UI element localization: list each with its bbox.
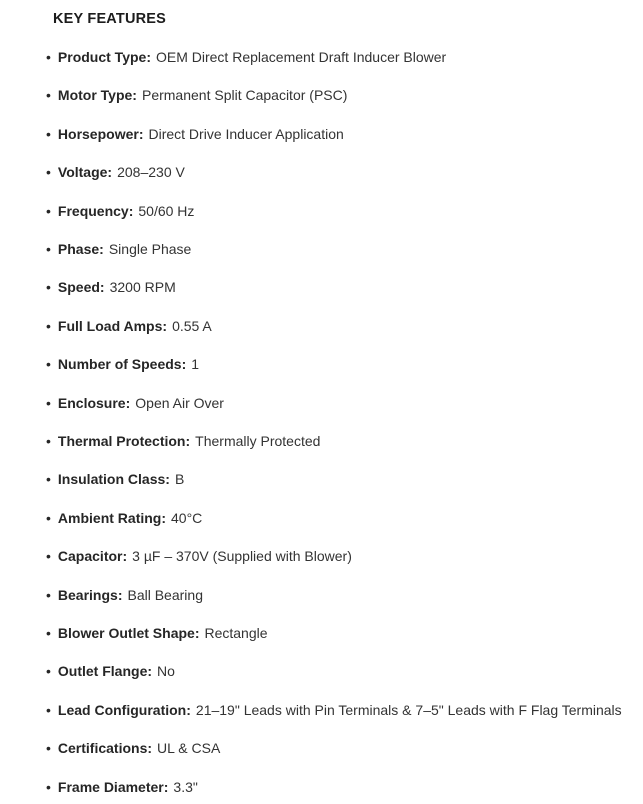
feature-item	[46, 614, 643, 652]
feature-value: Single Phase	[108, 241, 192, 258]
feature-label: Bearings:	[57, 586, 123, 603]
feature-label: Capacitor:	[57, 548, 128, 565]
feature-item	[46, 384, 643, 422]
feature-item	[46, 307, 643, 345]
bullet-icon: •	[46, 778, 51, 795]
feature-label: Frequency:	[57, 202, 134, 219]
bullet-icon: •	[46, 701, 51, 718]
section-heading-row	[46, 0, 643, 38]
feature-label: Product Type:	[57, 49, 151, 66]
bullet-icon: •	[46, 356, 51, 373]
feature-label: Motor Type:	[57, 87, 137, 104]
feature-label: Blower Outlet Shape:	[57, 624, 200, 641]
feature-item	[46, 537, 643, 575]
feature-item	[46, 768, 643, 804]
feature-label: Full Load Amps:	[57, 317, 168, 334]
feature-value: OEM Direct Replacement Draft Inducer Blower	[155, 49, 447, 66]
bullet-icon: •	[46, 509, 51, 526]
feature-item	[46, 691, 643, 729]
feature-label: Outlet Flange:	[57, 663, 153, 680]
feature-label: Certifications:	[57, 740, 153, 757]
bullet-icon: •	[46, 202, 51, 219]
feature-item	[46, 653, 643, 691]
feature-item	[46, 576, 643, 614]
feature-item	[46, 346, 643, 384]
feature-value: B	[174, 471, 185, 488]
feature-label: Lead Configuration:	[57, 701, 191, 718]
feature-value: Open Air Over	[135, 394, 224, 411]
bullet-icon: •	[46, 279, 51, 296]
feature-label: Frame Diameter:	[57, 778, 169, 795]
bullet-icon: •	[46, 317, 51, 334]
feature-value: Rectangle	[204, 624, 268, 641]
feature-label: Ambient Rating:	[57, 509, 167, 526]
feature-value: 3.3"	[173, 778, 198, 795]
section-heading: KEY FEATURES	[53, 10, 167, 27]
feature-label: Enclosure:	[57, 394, 131, 411]
feature-value: Ball Bearing	[127, 586, 203, 603]
feature-item	[46, 154, 643, 192]
bullet-icon: •	[46, 663, 51, 680]
feature-item	[46, 230, 643, 268]
feature-item	[46, 115, 643, 153]
feature-value: 50/60 Hz	[138, 202, 195, 219]
feature-value: 40°C	[171, 509, 203, 526]
feature-list	[46, 38, 643, 804]
bullet-icon: •	[46, 125, 51, 142]
feature-value: 0.55 A	[172, 317, 212, 334]
feature-value: Thermally Protected	[195, 432, 321, 449]
bullet-icon: •	[46, 164, 51, 181]
feature-value: Direct Drive Inducer Application	[148, 125, 344, 142]
feature-label: Voltage:	[57, 164, 113, 181]
feature-value: 3200 RPM	[109, 279, 176, 296]
feature-value: Permanent Split Capacitor (PSC)	[141, 87, 348, 104]
bullet-icon: •	[46, 87, 51, 104]
feature-item	[46, 192, 643, 230]
feature-value: 21–19" Leads with Pin Terminals & 7–5" Leads with F Flag Terminals	[195, 701, 622, 718]
bullet-icon: •	[46, 432, 51, 449]
bullet-icon: •	[46, 241, 51, 258]
feature-item	[46, 461, 643, 499]
feature-item	[46, 38, 643, 76]
feature-item	[46, 269, 643, 307]
feature-label: Insulation Class:	[57, 471, 170, 488]
feature-label: Speed:	[57, 279, 105, 296]
feature-value: No	[157, 663, 175, 680]
feature-item	[46, 77, 643, 115]
feature-item	[46, 422, 643, 460]
bullet-icon: •	[46, 586, 51, 603]
bullet-icon: •	[46, 49, 51, 66]
bullet-icon: •	[46, 624, 51, 641]
feature-value: UL & CSA	[157, 740, 221, 757]
feature-label: Horsepower:	[57, 125, 144, 142]
bullet-icon: •	[46, 394, 51, 411]
bullet-icon: •	[46, 471, 51, 488]
feature-label: Phase:	[57, 241, 104, 258]
feature-value: 1	[191, 356, 200, 373]
bullet-icon: •	[46, 740, 51, 757]
feature-value: 208–230 V	[117, 164, 185, 181]
feature-value: 3 µF – 370V (Supplied with Blower)	[132, 548, 352, 565]
feature-item	[46, 499, 643, 537]
feature-label: Number of Speeds:	[57, 356, 187, 373]
bullet-icon: •	[46, 548, 51, 565]
feature-label: Thermal Protection:	[57, 432, 191, 449]
feature-item	[46, 729, 643, 767]
